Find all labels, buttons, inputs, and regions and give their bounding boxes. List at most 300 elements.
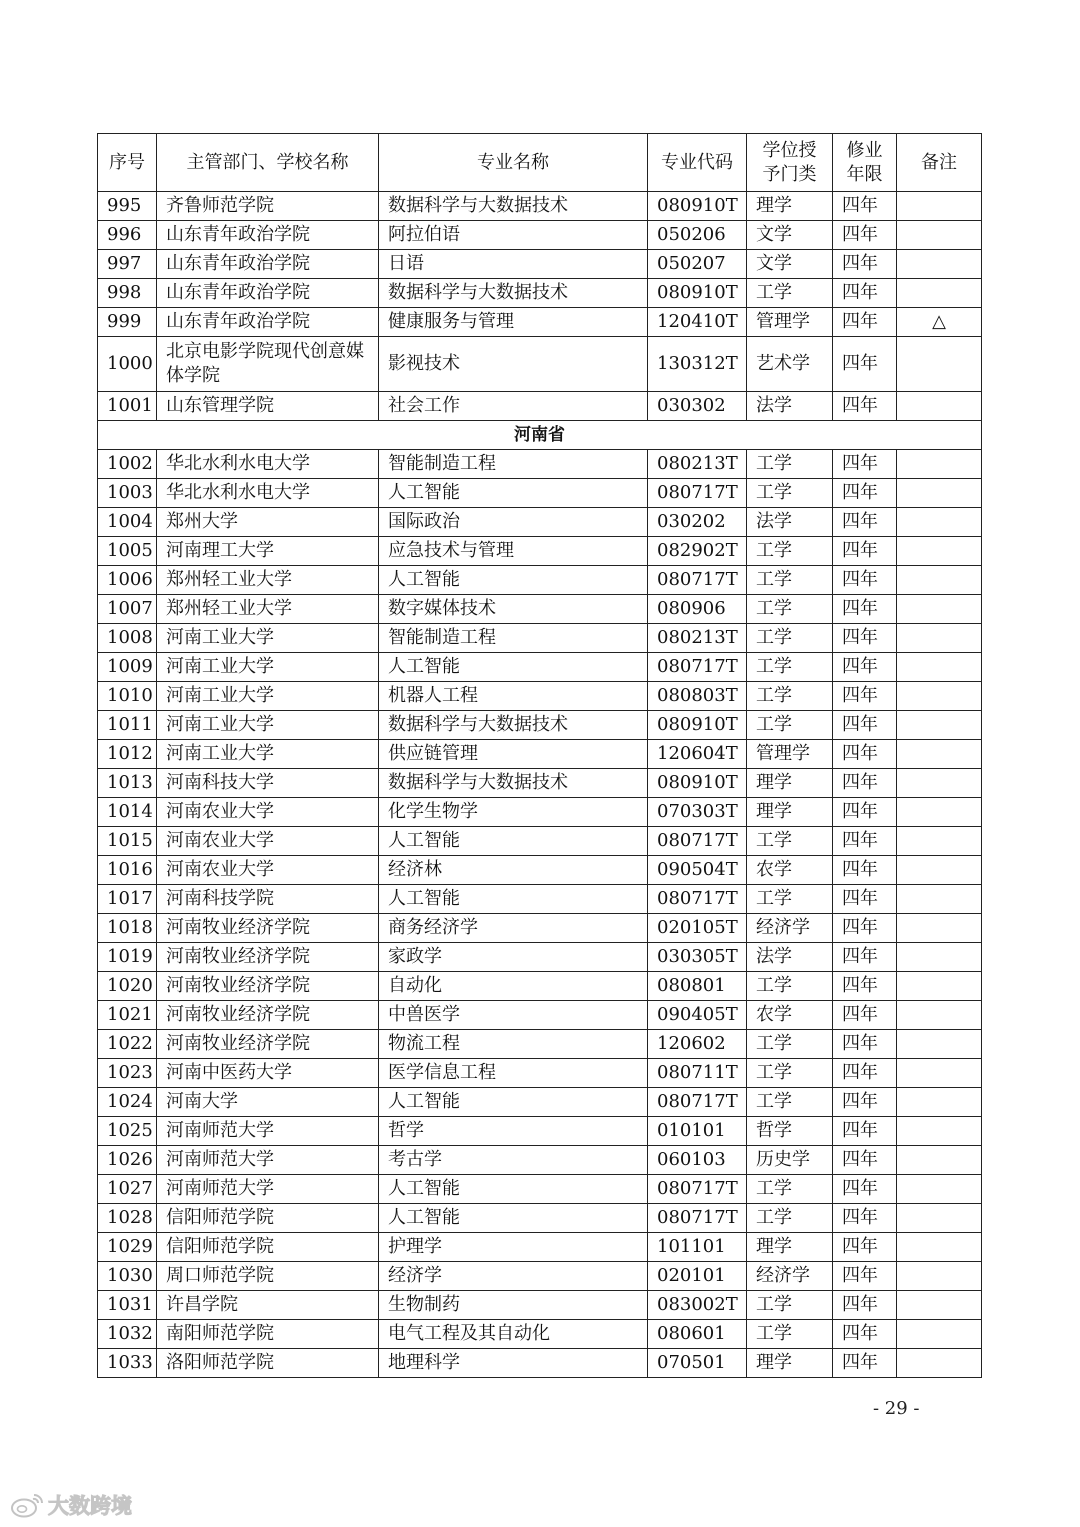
cell-degree: 管理学 [747,740,833,769]
cell-seq: 999 [98,308,157,337]
cell-code: 080717T [648,1204,747,1233]
table-row [98,1001,982,1030]
header-school: 主管部门、学校名称 [157,134,379,192]
cell-seq: 1033 [98,1349,157,1378]
cell-school: 河南牧业经济学院 [157,943,379,972]
cell-code: 080717T [648,1175,747,1204]
cell-years: 四年 [833,1233,897,1262]
table-row [98,192,982,221]
table-row [98,508,982,537]
cell-remark [897,1001,982,1030]
cell-degree: 工学 [747,450,833,479]
cell-school: 山东青年政治学院 [157,279,379,308]
cell-degree: 文学 [747,221,833,250]
cell-seq: 1031 [98,1291,157,1320]
cell-code: 080910T [648,769,747,798]
table-row [98,1030,982,1059]
cell-code: 080717T [648,479,747,508]
cell-degree: 文学 [747,250,833,279]
table-header-row [98,134,982,192]
province-heading: 河南省 [98,421,982,450]
cell-years: 四年 [833,827,897,856]
cell-code: 080601 [648,1320,747,1349]
cell-school: 河南科技学院 [157,885,379,914]
table-row [98,337,982,392]
cell-degree: 工学 [747,711,833,740]
cell-degree: 工学 [747,1291,833,1320]
cell-school: 南阳师范学院 [157,1320,379,1349]
cell-remark [897,827,982,856]
cell-school: 河南科技大学 [157,769,379,798]
cell-school: 洛阳师范学院 [157,1349,379,1378]
cell-seq: 995 [98,192,157,221]
cell-years: 四年 [833,450,897,479]
cell-school: 许昌学院 [157,1291,379,1320]
cell-degree: 工学 [747,827,833,856]
table-row [98,450,982,479]
cell-degree: 工学 [747,479,833,508]
table-row [98,1146,982,1175]
cell-code: 070501 [648,1349,747,1378]
cell-school: 华北水利水电大学 [157,450,379,479]
cell-remark: △ [897,308,982,337]
cell-years: 四年 [833,1146,897,1175]
cell-school: 河南理工大学 [157,537,379,566]
cell-degree: 农学 [747,856,833,885]
cell-major: 应急技术与管理 [379,537,648,566]
table-row [98,1233,982,1262]
table-row [98,595,982,624]
cell-major: 生物制药 [379,1291,648,1320]
cell-seq: 1022 [98,1030,157,1059]
table-row [98,1349,982,1378]
cell-major: 电气工程及其自动化 [379,1320,648,1349]
cell-remark [897,798,982,827]
cell-remark [897,1088,982,1117]
cell-remark [897,1204,982,1233]
cell-degree: 经济学 [747,914,833,943]
cell-degree: 工学 [747,1030,833,1059]
cell-degree: 历史学 [747,1146,833,1175]
cell-major: 影视技术 [379,337,648,392]
cell-remark [897,250,982,279]
cell-years: 四年 [833,337,897,392]
cell-school: 河南大学 [157,1088,379,1117]
cell-years: 四年 [833,740,897,769]
cell-major: 数据科学与大数据技术 [379,279,648,308]
cell-school: 信阳师范学院 [157,1233,379,1262]
watermark [10,1490,132,1520]
cell-seq: 996 [98,221,157,250]
cell-degree: 理学 [747,769,833,798]
cell-remark [897,337,982,392]
cell-code: 080717T [648,827,747,856]
cell-school: 河南牧业经济学院 [157,1001,379,1030]
cell-degree: 工学 [747,1204,833,1233]
cell-remark [897,856,982,885]
table-row [98,479,982,508]
cell-school: 山东青年政治学院 [157,308,379,337]
cell-major: 数字媒体技术 [379,595,648,624]
header-code: 专业代码 [648,134,747,192]
cell-major: 数据科学与大数据技术 [379,711,648,740]
cell-years: 四年 [833,392,897,421]
cell-years: 四年 [833,1059,897,1088]
cell-years: 四年 [833,769,897,798]
cell-remark [897,392,982,421]
header-seq: 序号 [98,134,157,192]
cell-degree: 工学 [747,1175,833,1204]
cell-degree: 哲学 [747,1117,833,1146]
cell-code: 080717T [648,885,747,914]
header-degree-line2: 予门类 [762,163,817,185]
table-row [98,1059,982,1088]
cell-remark [897,221,982,250]
cell-remark [897,1233,982,1262]
cell-school: 山东管理学院 [157,392,379,421]
cell-major: 智能制造工程 [379,624,648,653]
cell-seq: 1011 [98,711,157,740]
cell-code: 010101 [648,1117,747,1146]
table-row [98,972,982,1001]
cell-years: 四年 [833,653,897,682]
cell-major: 人工智能 [379,566,648,595]
header-remark: 备注 [897,134,982,192]
cell-school: 郑州轻工业大学 [157,595,379,624]
cell-remark [897,566,982,595]
table-row [98,1088,982,1117]
cell-major: 商务经济学 [379,914,648,943]
table-row [98,392,982,421]
cell-years: 四年 [833,885,897,914]
cell-code: 080213T [648,624,747,653]
cell-seq: 1025 [98,1117,157,1146]
cell-seq: 1010 [98,682,157,711]
cell-years: 四年 [833,972,897,1001]
table-row [98,1320,982,1349]
cell-seq: 1006 [98,566,157,595]
cell-code: 080717T [648,1088,747,1117]
cell-years: 四年 [833,914,897,943]
table-row [98,1262,982,1291]
cell-years: 四年 [833,624,897,653]
cell-seq: 1029 [98,1233,157,1262]
table-row [98,1175,982,1204]
cell-remark [897,624,982,653]
cell-years: 四年 [833,192,897,221]
cell-code: 030302 [648,392,747,421]
cell-school: 河南工业大学 [157,653,379,682]
cell-degree: 法学 [747,392,833,421]
cell-major: 哲学 [379,1117,648,1146]
cell-major: 社会工作 [379,392,648,421]
cell-code: 080717T [648,653,747,682]
cell-code: 080910T [648,279,747,308]
cell-seq: 1019 [98,943,157,972]
cell-major: 中兽医学 [379,1001,648,1030]
cell-seq: 1012 [98,740,157,769]
cell-major: 数据科学与大数据技术 [379,192,648,221]
cell-major: 人工智能 [379,885,648,914]
header-years-line1: 修业 [846,139,883,161]
cell-major: 机器人工程 [379,682,648,711]
cell-school: 河南工业大学 [157,624,379,653]
table-row [98,740,982,769]
cell-major: 人工智能 [379,479,648,508]
cell-degree: 工学 [747,566,833,595]
table-row [98,769,982,798]
cell-major: 国际政治 [379,508,648,537]
cell-remark [897,885,982,914]
cell-major: 供应链管理 [379,740,648,769]
cell-seq: 997 [98,250,157,279]
cell-years: 四年 [833,1349,897,1378]
cell-code: 080906 [648,595,747,624]
cell-seq: 1032 [98,1320,157,1349]
cell-seq: 1027 [98,1175,157,1204]
cell-degree: 工学 [747,1059,833,1088]
cell-degree: 管理学 [747,308,833,337]
cell-degree: 法学 [747,508,833,537]
watermark-text: 大数跨境 [48,1494,132,1518]
cell-seq: 1023 [98,1059,157,1088]
cell-school: 河南师范大学 [157,1146,379,1175]
cell-school: 齐鲁师范学院 [157,192,379,221]
cell-remark [897,914,982,943]
cell-school: 河南牧业经济学院 [157,972,379,1001]
majors-table [97,133,982,1378]
cell-major: 人工智能 [379,1088,648,1117]
cell-major: 化学生物学 [379,798,648,827]
table-row [98,856,982,885]
cell-seq: 1020 [98,972,157,1001]
cell-degree: 工学 [747,682,833,711]
cell-school: 北京电影学院现代创意媒体学院 [157,337,379,392]
cell-remark [897,682,982,711]
cell-seq: 1030 [98,1262,157,1291]
cell-years: 四年 [833,508,897,537]
cell-years: 四年 [833,1001,897,1030]
cell-school: 河南师范大学 [157,1175,379,1204]
cell-school: 周口师范学院 [157,1262,379,1291]
cell-remark [897,653,982,682]
table-row [98,827,982,856]
cell-seq: 1024 [98,1088,157,1117]
cell-major: 人工智能 [379,1175,648,1204]
cell-years: 四年 [833,1291,897,1320]
cell-major: 数据科学与大数据技术 [379,769,648,798]
cell-years: 四年 [833,250,897,279]
cell-degree: 理学 [747,798,833,827]
cell-degree: 理学 [747,1349,833,1378]
cell-seq: 1016 [98,856,157,885]
cell-degree: 工学 [747,595,833,624]
cell-degree: 工学 [747,624,833,653]
cell-degree: 工学 [747,653,833,682]
cell-code: 083002T [648,1291,747,1320]
cell-seq: 1001 [98,392,157,421]
cell-remark [897,1349,982,1378]
cell-years: 四年 [833,1262,897,1291]
cell-code: 090405T [648,1001,747,1030]
cell-school: 河南工业大学 [157,711,379,740]
cell-school: 信阳师范学院 [157,1204,379,1233]
table-row [98,221,982,250]
cell-major: 智能制造工程 [379,450,648,479]
table-row [98,624,982,653]
cell-remark [897,1320,982,1349]
cell-school: 河南农业大学 [157,798,379,827]
cell-school: 山东青年政治学院 [157,221,379,250]
cell-major: 阿拉伯语 [379,221,648,250]
cell-remark [897,1030,982,1059]
cell-seq: 1028 [98,1204,157,1233]
cell-remark [897,1291,982,1320]
cell-major: 自动化 [379,972,648,1001]
cell-years: 四年 [833,856,897,885]
header-degree-line1: 学位授 [762,139,817,161]
cell-code: 101101 [648,1233,747,1262]
cell-degree: 工学 [747,885,833,914]
cell-seq: 1013 [98,769,157,798]
province-row [98,421,982,450]
cell-major: 医学信息工程 [379,1059,648,1088]
cell-years: 四年 [833,595,897,624]
cell-years: 四年 [833,566,897,595]
cell-school: 郑州轻工业大学 [157,566,379,595]
cell-remark [897,192,982,221]
cell-major: 护理学 [379,1233,648,1262]
header-major: 专业名称 [379,134,648,192]
cell-major: 健康服务与管理 [379,308,648,337]
cell-remark [897,479,982,508]
cell-degree: 经济学 [747,1262,833,1291]
cell-code: 082902T [648,537,747,566]
cell-years: 四年 [833,1204,897,1233]
cell-seq: 1009 [98,653,157,682]
cell-code: 060103 [648,1146,747,1175]
cell-degree: 工学 [747,1320,833,1349]
cell-remark [897,279,982,308]
cell-years: 四年 [833,1175,897,1204]
cell-remark [897,595,982,624]
cell-code: 080711T [648,1059,747,1088]
cell-years: 四年 [833,798,897,827]
cell-code: 080910T [648,711,747,740]
cell-years: 四年 [833,682,897,711]
cell-seq: 998 [98,279,157,308]
cell-school: 山东青年政治学院 [157,250,379,279]
cell-code: 090504T [648,856,747,885]
cell-code: 080801 [648,972,747,1001]
cell-major: 经济学 [379,1262,648,1291]
table-row [98,1204,982,1233]
cell-degree: 艺术学 [747,337,833,392]
cell-years: 四年 [833,537,897,566]
cell-seq: 1021 [98,1001,157,1030]
cell-years: 四年 [833,479,897,508]
cell-degree: 法学 [747,943,833,972]
cell-school: 河南工业大学 [157,682,379,711]
cell-school: 河南中医药大学 [157,1059,379,1088]
cell-years: 四年 [833,221,897,250]
cell-degree: 理学 [747,1233,833,1262]
page-number: - 29 - [873,1398,920,1419]
cell-seq: 1018 [98,914,157,943]
cell-remark [897,1117,982,1146]
cell-degree: 工学 [747,972,833,1001]
table-row [98,1117,982,1146]
cell-school: 河南牧业经济学院 [157,1030,379,1059]
cell-major: 地理科学 [379,1349,648,1378]
cell-remark [897,972,982,1001]
cell-degree: 工学 [747,279,833,308]
cell-code: 080910T [648,192,747,221]
table-row [98,885,982,914]
table-row [98,537,982,566]
cell-school: 河南工业大学 [157,740,379,769]
cell-major: 经济林 [379,856,648,885]
cell-code: 030305T [648,943,747,972]
cell-seq: 1003 [98,479,157,508]
table-row [98,308,982,337]
cell-remark [897,1146,982,1175]
cell-seq: 1017 [98,885,157,914]
table-body [98,192,982,1378]
cell-school: 河南农业大学 [157,827,379,856]
table-row [98,279,982,308]
cell-years: 四年 [833,1320,897,1349]
cell-seq: 1008 [98,624,157,653]
cell-seq: 1007 [98,595,157,624]
header-years-line2: 年限 [846,163,883,185]
cell-school: 郑州大学 [157,508,379,537]
cell-code: 020101 [648,1262,747,1291]
cell-seq: 1000 [98,337,157,392]
cell-code: 080213T [648,450,747,479]
cell-major: 家政学 [379,943,648,972]
table-row [98,711,982,740]
cell-years: 四年 [833,279,897,308]
table-row [98,798,982,827]
header-degree [747,134,833,192]
cell-code: 070303T [648,798,747,827]
cell-remark [897,508,982,537]
table-row [98,653,982,682]
cell-remark [897,769,982,798]
cell-seq: 1004 [98,508,157,537]
cell-remark [897,450,982,479]
cell-degree: 工学 [747,1088,833,1117]
cell-seq: 1002 [98,450,157,479]
cell-seq: 1026 [98,1146,157,1175]
cell-remark [897,943,982,972]
table-row [98,566,982,595]
cell-major: 物流工程 [379,1030,648,1059]
cell-major: 日语 [379,250,648,279]
cell-code: 030202 [648,508,747,537]
cell-years: 四年 [833,1088,897,1117]
cell-degree: 农学 [747,1001,833,1030]
cell-seq: 1014 [98,798,157,827]
cell-code: 050206 [648,221,747,250]
table-row [98,682,982,711]
cell-code: 130312T [648,337,747,392]
table-row [98,943,982,972]
cell-major: 人工智能 [379,653,648,682]
cell-degree: 工学 [747,537,833,566]
cell-remark [897,1059,982,1088]
